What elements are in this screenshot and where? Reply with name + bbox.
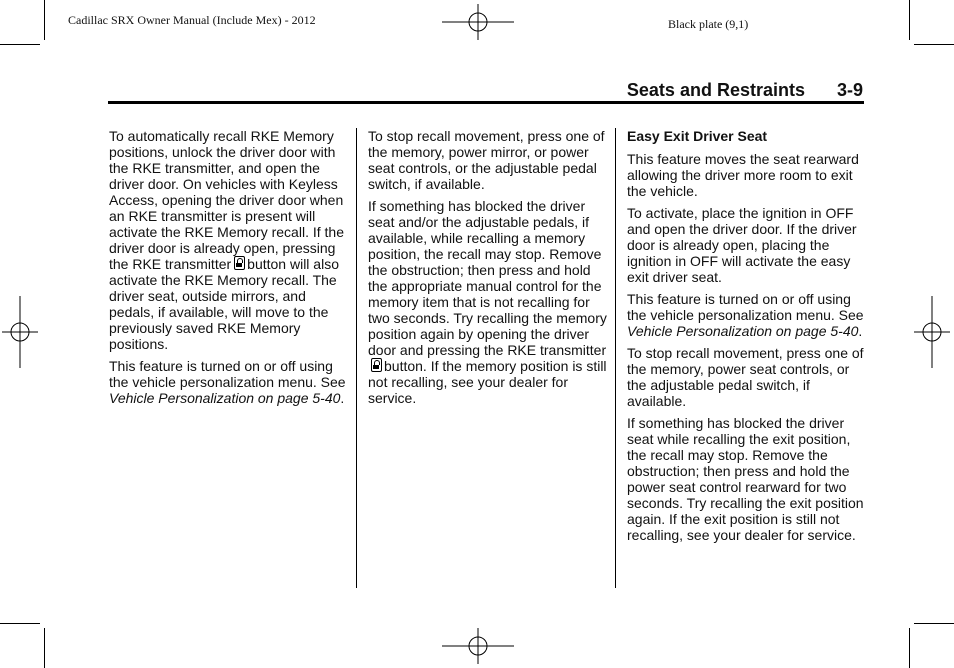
section-title [627,80,863,101]
lock-icon [371,358,382,372]
column-3 [627,128,867,549]
cross-reference: Vehicle Personalization on page 5-40 [109,390,341,406]
registration-mark-icon [442,628,514,664]
paragraph: This feature is turned on or off using the vehicle personalization menu. See Vehicle Personalization on page 5-40. [109,358,346,406]
cross-reference: Vehicle Personalization on page 5-40 [627,323,859,339]
crop-mark [909,628,910,668]
registration-mark-icon [442,4,514,40]
column-divider [356,128,357,588]
paragraph: To automatically recall RKE Memory positions, unlock the driver door with the RKE transmitter, and open the driver door. On vehicles with Keyless Access, opening the driver door when an RKE transmitter is present will activate the RKE Memory recall. If the driver door is already open, pressing the RKE transmitter button will also activate the RKE Memory recall. The driver seat, outside mirrors, and pedals, if available, will move to the previously saved RKE Memory positions. [109,128,344,352]
column-2 [368,128,608,412]
crop-mark [914,623,954,624]
paragraph: To activate, place the ignition in OFF and open the driver door. If the driver door is already open, placing the ignition in OFF will activate the easy exit driver seat. [627,205,857,285]
paragraph: This feature is turned on or off using the vehicle personalization menu. See Vehicle Personalization on page 5-40. [627,291,864,339]
title-rule [108,101,864,104]
crop-mark [914,44,954,45]
crop-mark [0,623,40,624]
registration-mark-icon [914,296,950,368]
crop-mark [909,0,910,40]
crop-mark [0,44,40,45]
crop-mark [44,628,45,668]
registration-mark-icon [2,296,38,368]
paragraph: If something has blocked the driver seat and/or the adjustable pedals, if available, while recalling a memory position, the recall may stop. Remove the obstruction; then press and hold the appropriate manual control for the memory item that is not recalling for two seconds. Try recalling the memory position again by opening the driver door and pressing the RKE transmitterbutton. If the memory position is still not recalling, see your dealer for service. [368,198,607,406]
section-name: Seats and Restraints [626,80,805,100]
page-number: 3-9 [836,80,863,100]
column-divider [615,128,616,588]
lock-icon [234,256,245,270]
paragraph: To stop recall movement, press one of the memory, power seat controls, or the adjustable pedal switch, if available. [627,345,864,409]
subsection-heading: Easy Exit Driver Seat [627,128,768,144]
paragraph: This feature moves the seat rearward allowing the driver more room to exit the vehicle. [627,151,859,199]
paragraph: To stop recall movement, press one of the memory, power mirror, or power seat controls, or the adjustable pedal switch, if available. [368,128,605,192]
document-header: Cadillac SRX Owner Manual (Include Mex) - 2012 [68,13,316,27]
plate-label: Black plate (9,1) [668,17,749,31]
crop-mark [44,0,45,40]
paragraph: If something has blocked the driver seat while recalling the exit position, the recall may stop. Remove the obstruction; then press and hold the power seat control rearward for two seconds. Try recalling the exit position again. If the exit position is still not recalling, see your dealer for service. [627,415,864,543]
column-1 [109,128,349,412]
